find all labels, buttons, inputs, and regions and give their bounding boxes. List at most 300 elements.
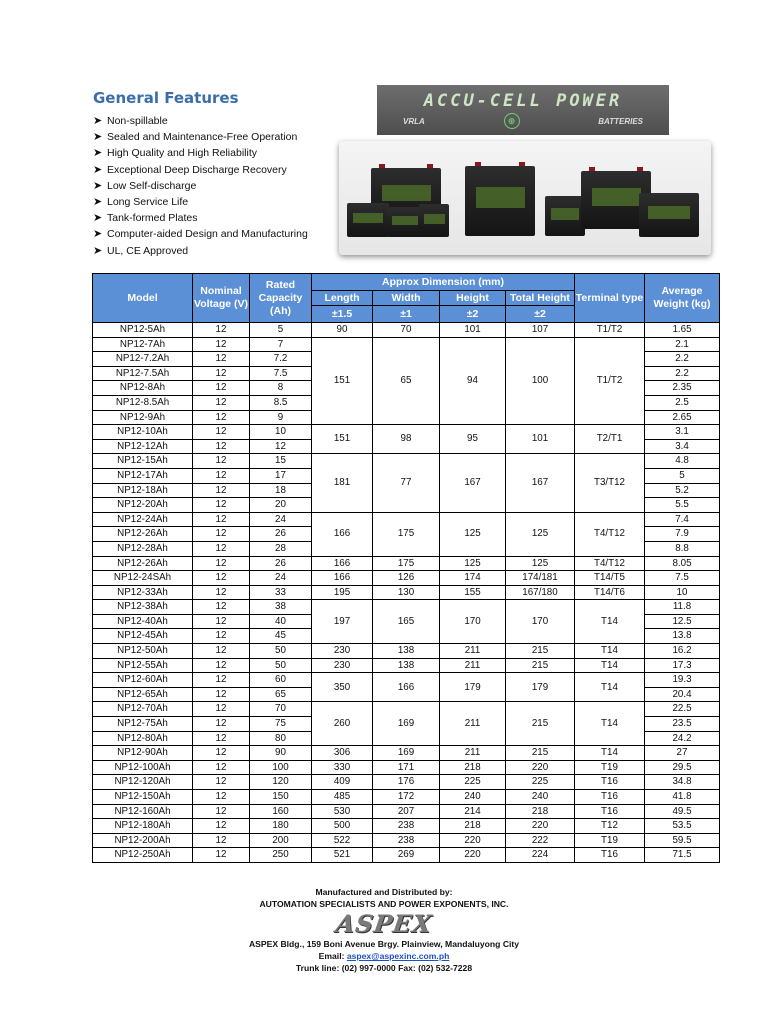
cell-voltage: 12 bbox=[193, 848, 250, 863]
cell-model: NP12-100Ah bbox=[93, 760, 193, 775]
cell-width: 238 bbox=[373, 819, 440, 834]
cell-model: NP12-150Ah bbox=[93, 790, 193, 805]
cell-terminal: T16 bbox=[575, 804, 645, 819]
cell-voltage: 12 bbox=[193, 395, 250, 410]
header-capacity: Rated Capacity (Ah) bbox=[250, 274, 312, 323]
cell-capacity: 120 bbox=[250, 775, 312, 790]
feature-item bbox=[93, 145, 343, 161]
cell-weight: 23.5 bbox=[645, 717, 720, 732]
table-row bbox=[93, 425, 720, 440]
cell-weight: 5.5 bbox=[645, 498, 720, 513]
cell-weight: 2.2 bbox=[645, 352, 720, 367]
cell-capacity: 45 bbox=[250, 629, 312, 644]
cell-capacity: 24 bbox=[250, 512, 312, 527]
cell-model: NP12-24SAh bbox=[93, 571, 193, 586]
cell-total-height: 215 bbox=[506, 644, 575, 659]
cell-height: 170 bbox=[440, 600, 506, 644]
cell-capacity: 65 bbox=[250, 687, 312, 702]
cell-total-height: 179 bbox=[506, 673, 575, 702]
cell-capacity: 50 bbox=[250, 658, 312, 673]
cell-capacity: 26 bbox=[250, 556, 312, 571]
cell-weight: 29.5 bbox=[645, 760, 720, 775]
cell-capacity: 200 bbox=[250, 833, 312, 848]
cell-length: 260 bbox=[312, 702, 373, 746]
cell-width: 207 bbox=[373, 804, 440, 819]
cell-capacity: 7.2 bbox=[250, 352, 312, 367]
cell-voltage: 12 bbox=[193, 614, 250, 629]
feature-item bbox=[93, 162, 343, 178]
footer bbox=[0, 886, 768, 974]
battery-image bbox=[347, 203, 389, 237]
cell-length: 521 bbox=[312, 848, 373, 863]
cell-height: 214 bbox=[440, 804, 506, 819]
cell-capacity: 80 bbox=[250, 731, 312, 746]
cell-terminal: T19 bbox=[575, 760, 645, 775]
cell-capacity: 90 bbox=[250, 746, 312, 761]
battery-image bbox=[639, 193, 699, 237]
feature-text: Low Self-discharge bbox=[107, 179, 197, 192]
feature-text: Non-spillable bbox=[107, 115, 168, 128]
table-row bbox=[93, 644, 720, 659]
cell-model: NP12-8Ah bbox=[93, 381, 193, 396]
cell-capacity: 7 bbox=[250, 337, 312, 352]
arrow-bullet-icon: ➤ bbox=[93, 244, 103, 257]
cell-height: 179 bbox=[440, 673, 506, 702]
cell-voltage: 12 bbox=[193, 775, 250, 790]
cell-model: NP12-9Ah bbox=[93, 410, 193, 425]
header-total-height: Total Height bbox=[506, 291, 575, 306]
cell-height: 94 bbox=[440, 337, 506, 425]
cell-model: NP12-90Ah bbox=[93, 746, 193, 761]
cell-voltage: 12 bbox=[193, 439, 250, 454]
feature-item bbox=[93, 113, 343, 129]
cell-model: NP12-26Ah bbox=[93, 527, 193, 542]
footer-email-label: Email: bbox=[318, 951, 347, 961]
cell-length: 409 bbox=[312, 775, 373, 790]
table-row bbox=[93, 585, 720, 600]
cell-height: 220 bbox=[440, 833, 506, 848]
header-height: Height bbox=[440, 291, 506, 306]
table-row bbox=[93, 571, 720, 586]
cell-capacity: 50 bbox=[250, 644, 312, 659]
cell-total-height: 174/181 bbox=[506, 571, 575, 586]
cell-terminal: T16 bbox=[575, 848, 645, 863]
cell-capacity: 28 bbox=[250, 541, 312, 556]
cell-weight: 4.8 bbox=[645, 454, 720, 469]
feature-text: High Quality and High Reliability bbox=[107, 147, 257, 160]
table-row bbox=[93, 512, 720, 527]
cell-capacity: 160 bbox=[250, 804, 312, 819]
cell-capacity: 33 bbox=[250, 585, 312, 600]
cell-capacity: 70 bbox=[250, 702, 312, 717]
cell-capacity: 26 bbox=[250, 527, 312, 542]
cell-length: 90 bbox=[312, 323, 373, 338]
cell-weight: 1.65 bbox=[645, 323, 720, 338]
cell-width: 70 bbox=[373, 323, 440, 338]
cell-width: 269 bbox=[373, 848, 440, 863]
cell-height: 218 bbox=[440, 760, 506, 775]
cell-capacity: 15 bbox=[250, 454, 312, 469]
cell-voltage: 12 bbox=[193, 717, 250, 732]
cell-length: 530 bbox=[312, 804, 373, 819]
cell-model: NP12-40Ah bbox=[93, 614, 193, 629]
cell-total-height: 125 bbox=[506, 556, 575, 571]
cell-weight: 41.8 bbox=[645, 790, 720, 805]
header-length: Length bbox=[312, 291, 373, 306]
cell-weight: 2.5 bbox=[645, 395, 720, 410]
cell-weight: 2.1 bbox=[645, 337, 720, 352]
cell-height: 211 bbox=[440, 702, 506, 746]
header-width: Width bbox=[373, 291, 440, 306]
cell-weight: 11.8 bbox=[645, 600, 720, 615]
table-row bbox=[93, 556, 720, 571]
battery-image bbox=[465, 166, 535, 236]
cell-total-height: 220 bbox=[506, 760, 575, 775]
cell-terminal: T2/T1 bbox=[575, 425, 645, 454]
cell-width: 165 bbox=[373, 600, 440, 644]
feature-text: UL, CE Approved bbox=[107, 244, 189, 257]
cell-height: 101 bbox=[440, 323, 506, 338]
cell-width: 138 bbox=[373, 658, 440, 673]
cell-model: NP12-38Ah bbox=[93, 600, 193, 615]
cell-length: 151 bbox=[312, 337, 373, 425]
logo-brand: ACCU-CELL POWER bbox=[423, 91, 623, 111]
cell-voltage: 12 bbox=[193, 804, 250, 819]
cell-width: 126 bbox=[373, 571, 440, 586]
cell-length: 330 bbox=[312, 760, 373, 775]
cell-length: 166 bbox=[312, 556, 373, 571]
cell-model: NP12-200Ah bbox=[93, 833, 193, 848]
cell-capacity: 9 bbox=[250, 410, 312, 425]
cell-voltage: 12 bbox=[193, 790, 250, 805]
cell-model: NP12-80Ah bbox=[93, 731, 193, 746]
table-row bbox=[93, 323, 720, 338]
cell-capacity: 24 bbox=[250, 571, 312, 586]
cell-voltage: 12 bbox=[193, 673, 250, 688]
cell-weight: 16.2 bbox=[645, 644, 720, 659]
table-row bbox=[93, 746, 720, 761]
cell-terminal: T4/T12 bbox=[575, 556, 645, 571]
cell-weight: 12.5 bbox=[645, 614, 720, 629]
footer-manufactured-by: Manufactured and Distributed by: bbox=[315, 887, 453, 897]
footer-company: AUTOMATION SPECIALISTS AND POWER EXPONENTS, INC. bbox=[259, 899, 509, 909]
cell-voltage: 12 bbox=[193, 454, 250, 469]
cell-model: NP12-15Ah bbox=[93, 454, 193, 469]
cell-total-height: 170 bbox=[506, 600, 575, 644]
battery-product-photo bbox=[339, 141, 711, 255]
arrow-bullet-icon: ➤ bbox=[93, 147, 103, 160]
cell-voltage: 12 bbox=[193, 833, 250, 848]
cell-weight: 59.5 bbox=[645, 833, 720, 848]
cell-model: NP12-65Ah bbox=[93, 687, 193, 702]
cell-width: 138 bbox=[373, 644, 440, 659]
cell-height: 174 bbox=[440, 571, 506, 586]
cell-weight: 10 bbox=[645, 585, 720, 600]
cell-voltage: 12 bbox=[193, 337, 250, 352]
cell-voltage: 12 bbox=[193, 658, 250, 673]
cell-weight: 8.05 bbox=[645, 556, 720, 571]
cell-capacity: 17 bbox=[250, 468, 312, 483]
table-row bbox=[93, 833, 720, 848]
features-list bbox=[93, 113, 343, 259]
feature-item bbox=[93, 226, 343, 242]
cell-model: NP12-250Ah bbox=[93, 848, 193, 863]
cell-weight: 17.3 bbox=[645, 658, 720, 673]
cell-length: 230 bbox=[312, 644, 373, 659]
cell-weight: 13.8 bbox=[645, 629, 720, 644]
cell-voltage: 12 bbox=[193, 527, 250, 542]
cell-voltage: 12 bbox=[193, 644, 250, 659]
cell-voltage: 12 bbox=[193, 760, 250, 775]
cell-voltage: 12 bbox=[193, 425, 250, 440]
cell-weight: 53.5 bbox=[645, 819, 720, 834]
cell-weight: 7.4 bbox=[645, 512, 720, 527]
table-row bbox=[93, 702, 720, 717]
cell-weight: 5.2 bbox=[645, 483, 720, 498]
battery-image bbox=[387, 207, 423, 237]
cell-total-height: 167/180 bbox=[506, 585, 575, 600]
cell-model: NP12-8.5Ah bbox=[93, 395, 193, 410]
cell-voltage: 12 bbox=[193, 556, 250, 571]
cell-total-height: 218 bbox=[506, 804, 575, 819]
cell-weight: 2.2 bbox=[645, 366, 720, 381]
header-model: Model bbox=[93, 274, 193, 323]
feature-text: Exceptional Deep Discharge Recovery bbox=[107, 163, 287, 176]
footer-phones: Trunk line: (02) 997-0000 Fax: (02) 532-7228 bbox=[295, 963, 473, 973]
cell-weight: 2.35 bbox=[645, 381, 720, 396]
feature-item bbox=[93, 194, 343, 210]
cell-model: NP12-7.2Ah bbox=[93, 352, 193, 367]
cell-model: NP12-60Ah bbox=[93, 673, 193, 688]
cell-capacity: 40 bbox=[250, 614, 312, 629]
cell-weight: 20.4 bbox=[645, 687, 720, 702]
cell-height: 218 bbox=[440, 819, 506, 834]
cell-model: NP12-180Ah bbox=[93, 819, 193, 834]
cell-length: 522 bbox=[312, 833, 373, 848]
cell-terminal: T1/T2 bbox=[575, 323, 645, 338]
header-terminal: Terminal type bbox=[575, 274, 645, 323]
cell-terminal: T16 bbox=[575, 775, 645, 790]
cell-height: 240 bbox=[440, 790, 506, 805]
cell-capacity: 5 bbox=[250, 323, 312, 338]
cell-width: 238 bbox=[373, 833, 440, 848]
cell-voltage: 12 bbox=[193, 541, 250, 556]
cell-model: NP12-45Ah bbox=[93, 629, 193, 644]
cell-weight: 71.5 bbox=[645, 848, 720, 863]
cell-length: 151 bbox=[312, 425, 373, 454]
accu-cell-power-logo bbox=[377, 85, 669, 135]
cell-weight: 3.4 bbox=[645, 439, 720, 454]
table-row bbox=[93, 790, 720, 805]
cell-voltage: 12 bbox=[193, 498, 250, 513]
cell-capacity: 75 bbox=[250, 717, 312, 732]
cell-voltage: 12 bbox=[193, 702, 250, 717]
cell-model: NP12-24Ah bbox=[93, 512, 193, 527]
cell-voltage: 12 bbox=[193, 483, 250, 498]
cell-capacity: 60 bbox=[250, 673, 312, 688]
cell-terminal: T19 bbox=[575, 833, 645, 848]
table-row bbox=[93, 673, 720, 688]
cell-height: 155 bbox=[440, 585, 506, 600]
cell-terminal: T14/T6 bbox=[575, 585, 645, 600]
cell-voltage: 12 bbox=[193, 512, 250, 527]
cell-voltage: 12 bbox=[193, 819, 250, 834]
cell-capacity: 8 bbox=[250, 381, 312, 396]
table-row bbox=[93, 848, 720, 863]
battery-spec-table bbox=[92, 273, 720, 863]
cell-terminal: T12 bbox=[575, 819, 645, 834]
cell-model: NP12-12Ah bbox=[93, 439, 193, 454]
cell-total-height: 225 bbox=[506, 775, 575, 790]
arrow-bullet-icon: ➤ bbox=[93, 163, 103, 176]
cell-length: 181 bbox=[312, 454, 373, 512]
cell-weight: 8.8 bbox=[645, 541, 720, 556]
cell-total-height: 100 bbox=[506, 337, 575, 425]
table-row bbox=[93, 600, 720, 615]
cell-height: 225 bbox=[440, 775, 506, 790]
cell-width: 172 bbox=[373, 790, 440, 805]
tolerance-height: ±2 bbox=[440, 306, 506, 323]
cell-voltage: 12 bbox=[193, 366, 250, 381]
cell-model: NP12-20Ah bbox=[93, 498, 193, 513]
cell-voltage: 12 bbox=[193, 585, 250, 600]
cell-weight: 7.5 bbox=[645, 571, 720, 586]
feature-item bbox=[93, 243, 343, 259]
logo-batteries: BATTERIES bbox=[598, 116, 643, 126]
cell-model: NP12-120Ah bbox=[93, 775, 193, 790]
battery-image bbox=[419, 204, 449, 237]
table-row bbox=[93, 760, 720, 775]
logo-vrla: VRLA bbox=[403, 116, 425, 126]
cell-total-height: 125 bbox=[506, 512, 575, 556]
cell-total-height: 224 bbox=[506, 848, 575, 863]
cell-terminal: T14 bbox=[575, 658, 645, 673]
cell-width: 130 bbox=[373, 585, 440, 600]
footer-address: ASPEX Bldg., 159 Boni Avenue Brgy. Plainview, Mandaluyong City bbox=[248, 939, 520, 949]
cell-terminal: T14 bbox=[575, 644, 645, 659]
arrow-bullet-icon: ➤ bbox=[93, 196, 103, 209]
cell-model: NP12-70Ah bbox=[93, 702, 193, 717]
cell-weight: 2.65 bbox=[645, 410, 720, 425]
arrow-bullet-icon: ➤ bbox=[93, 115, 103, 128]
arrow-bullet-icon: ➤ bbox=[93, 131, 103, 144]
cell-capacity: 8.5 bbox=[250, 395, 312, 410]
header-dimension: Approx Dimension (mm) bbox=[312, 274, 575, 291]
feature-text: Tank-formed Plates bbox=[107, 212, 198, 225]
cell-width: 98 bbox=[373, 425, 440, 454]
general-features bbox=[93, 89, 343, 259]
cell-length: 306 bbox=[312, 746, 373, 761]
cell-length: 195 bbox=[312, 585, 373, 600]
cell-weight: 24.2 bbox=[645, 731, 720, 746]
features-title: General Features bbox=[93, 89, 239, 107]
logo-subline bbox=[403, 113, 643, 129]
cell-model: NP12-18Ah bbox=[93, 483, 193, 498]
table-row bbox=[93, 337, 720, 352]
cell-weight: 34.8 bbox=[645, 775, 720, 790]
cell-voltage: 12 bbox=[193, 687, 250, 702]
cell-terminal: T4/T12 bbox=[575, 512, 645, 556]
cell-weight: 19.3 bbox=[645, 673, 720, 688]
cell-capacity: 100 bbox=[250, 760, 312, 775]
feature-item bbox=[93, 178, 343, 194]
cell-height: 220 bbox=[440, 848, 506, 863]
cell-model: NP12-55Ah bbox=[93, 658, 193, 673]
spec-table-body bbox=[93, 323, 720, 863]
cell-voltage: 12 bbox=[193, 571, 250, 586]
cell-voltage: 12 bbox=[193, 381, 250, 396]
cell-height: 95 bbox=[440, 425, 506, 454]
table-row bbox=[93, 454, 720, 469]
cell-voltage: 12 bbox=[193, 410, 250, 425]
cell-weight: 7.9 bbox=[645, 527, 720, 542]
feature-text: Computer-aided Design and Manufacturing bbox=[107, 228, 308, 241]
cell-model: NP12-160Ah bbox=[93, 804, 193, 819]
cell-model: NP12-26Ah bbox=[93, 556, 193, 571]
cell-width: 171 bbox=[373, 760, 440, 775]
header-weight: Average Weight (kg) bbox=[645, 274, 720, 323]
arrow-bullet-icon: ➤ bbox=[93, 228, 103, 241]
cell-voltage: 12 bbox=[193, 600, 250, 615]
cell-height: 125 bbox=[440, 512, 506, 556]
cell-capacity: 20 bbox=[250, 498, 312, 513]
cell-terminal: T14/T5 bbox=[575, 571, 645, 586]
cell-width: 175 bbox=[373, 512, 440, 556]
cell-voltage: 12 bbox=[193, 629, 250, 644]
cell-total-height: 215 bbox=[506, 702, 575, 746]
cell-width: 77 bbox=[373, 454, 440, 512]
cell-capacity: 150 bbox=[250, 790, 312, 805]
cell-length: 350 bbox=[312, 673, 373, 702]
logo-emblem-icon: ⊕ bbox=[504, 113, 520, 129]
footer-email-link[interactable]: aspex@aspexinc.com.ph bbox=[346, 951, 450, 961]
cell-capacity: 38 bbox=[250, 600, 312, 615]
battery-image bbox=[545, 196, 585, 236]
cell-length: 500 bbox=[312, 819, 373, 834]
cell-voltage: 12 bbox=[193, 731, 250, 746]
cell-terminal: T14 bbox=[575, 746, 645, 761]
cell-total-height: 220 bbox=[506, 819, 575, 834]
cell-height: 211 bbox=[440, 658, 506, 673]
cell-model: NP12-7.5Ah bbox=[93, 366, 193, 381]
cell-width: 166 bbox=[373, 673, 440, 702]
cell-length: 166 bbox=[312, 571, 373, 586]
cell-length: 166 bbox=[312, 512, 373, 556]
cell-model: NP12-17Ah bbox=[93, 468, 193, 483]
cell-voltage: 12 bbox=[193, 746, 250, 761]
feature-item bbox=[93, 129, 343, 145]
footer-email-line bbox=[0, 950, 768, 962]
cell-terminal: T14 bbox=[575, 673, 645, 702]
cell-width: 175 bbox=[373, 556, 440, 571]
cell-length: 485 bbox=[312, 790, 373, 805]
cell-voltage: 12 bbox=[193, 323, 250, 338]
cell-weight: 49.5 bbox=[645, 804, 720, 819]
cell-terminal: T16 bbox=[575, 790, 645, 805]
cell-total-height: 240 bbox=[506, 790, 575, 805]
cell-total-height: 215 bbox=[506, 658, 575, 673]
cell-terminal: T14 bbox=[575, 600, 645, 644]
cell-weight: 22.5 bbox=[645, 702, 720, 717]
table-row bbox=[93, 819, 720, 834]
cell-capacity: 250 bbox=[250, 848, 312, 863]
cell-model: NP12-5Ah bbox=[93, 323, 193, 338]
cell-model: NP12-28Ah bbox=[93, 541, 193, 556]
cell-terminal: T14 bbox=[575, 702, 645, 746]
feature-item bbox=[93, 210, 343, 226]
tolerance-length: ±1.5 bbox=[312, 306, 373, 323]
cell-capacity: 12 bbox=[250, 439, 312, 454]
